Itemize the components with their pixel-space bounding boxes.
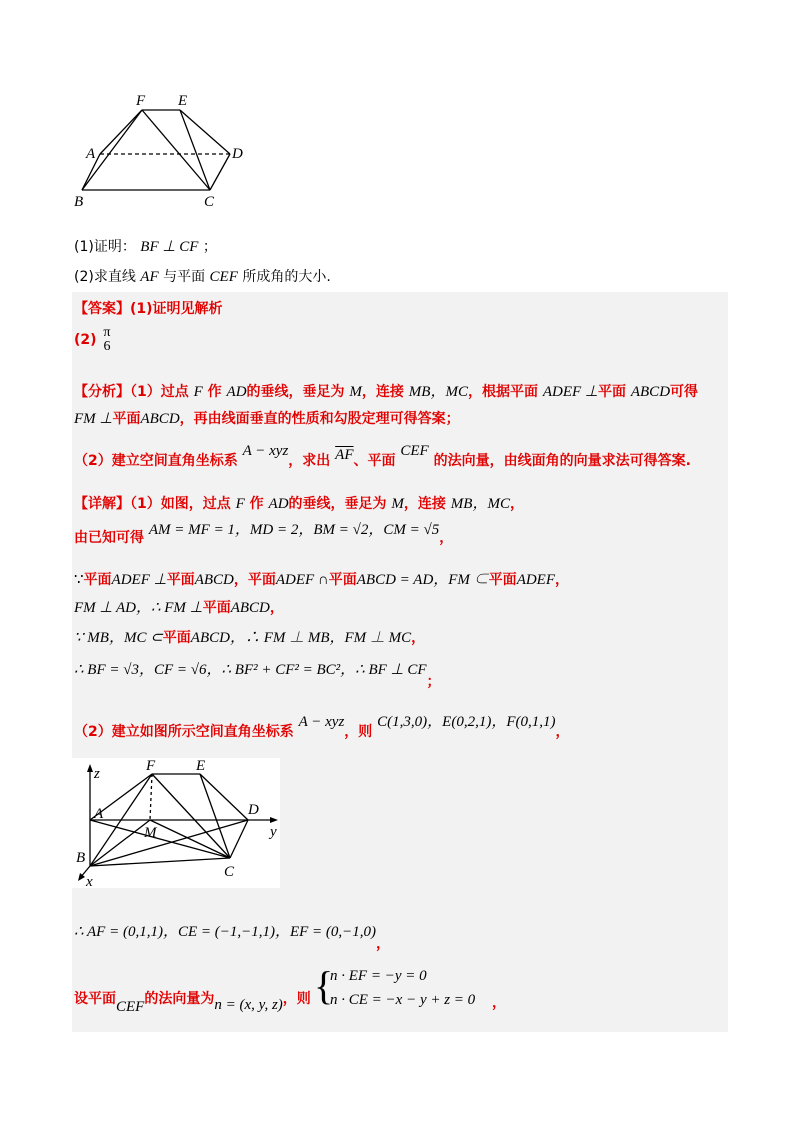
math: ADEF ⊥ bbox=[111, 572, 167, 588]
math: ADEF bbox=[516, 572, 556, 588]
q2-prefix: (2)求直线 bbox=[74, 269, 136, 285]
equation-1: n · EF = −y = 0 bbox=[330, 968, 427, 984]
text: 作 bbox=[249, 496, 264, 512]
axis-z-label: z bbox=[94, 766, 100, 782]
text: 平面 bbox=[488, 572, 517, 588]
text: 的法向量为 bbox=[144, 991, 215, 1007]
text: 可得 bbox=[670, 384, 699, 400]
text: 平面 bbox=[83, 572, 112, 588]
math: C(1,3,0)，E(0,2,1)，F(0,1,1) bbox=[377, 714, 556, 730]
detail-tag: 【详解】 bbox=[74, 496, 130, 512]
text: 平面 bbox=[112, 411, 141, 427]
math: ∵ MB，MC ⊂ bbox=[74, 630, 163, 646]
detail-line-6 bbox=[74, 658, 441, 690]
figure-2-coordinate-system bbox=[72, 758, 280, 888]
vector-equations: ∴ AF = (0,1,1)，CE = (−1,−1,1)，EF = (0,−1,0) bbox=[74, 924, 377, 940]
q2-af: AF bbox=[140, 269, 159, 285]
label-B: B bbox=[74, 194, 84, 210]
text: ， bbox=[555, 724, 570, 740]
equation-2: n · CE = −x − y + z = 0 bbox=[330, 992, 476, 1008]
text: （1）过点 bbox=[130, 384, 189, 400]
text: 平面 bbox=[328, 572, 357, 588]
math: M bbox=[349, 384, 362, 400]
label-A: A bbox=[86, 146, 96, 162]
label-E: E bbox=[178, 93, 188, 109]
math: ABCD bbox=[630, 384, 671, 400]
answer-line-2 bbox=[74, 326, 113, 354]
detail-line-8 bbox=[74, 920, 391, 952]
fraction-denominator: 6 bbox=[103, 339, 111, 354]
answer-part1: (1)证明见解析 bbox=[130, 301, 223, 317]
text: ， bbox=[509, 496, 524, 512]
detail-line-5 bbox=[74, 626, 425, 647]
math: ADEF ∩ bbox=[275, 572, 329, 588]
math: ABCD = AD，FM ⊂ bbox=[356, 572, 489, 588]
label-C: C bbox=[204, 194, 215, 210]
text: 的垂线，垂足为 bbox=[288, 496, 387, 512]
analysis-line-2 bbox=[74, 408, 460, 428]
label-A: A bbox=[94, 806, 104, 822]
q2-suffix: 所成角的大小. bbox=[242, 269, 331, 285]
label-F: F bbox=[146, 758, 156, 774]
vector-AF: $\overline{AF}$ bbox=[335, 447, 354, 463]
text: ，求出 bbox=[288, 453, 331, 469]
math: AD bbox=[268, 496, 289, 512]
answer-part2-label: (2) bbox=[74, 332, 97, 348]
text: （1）如图，过点 bbox=[130, 496, 231, 512]
text: 的垂线，垂足为 bbox=[246, 384, 345, 400]
label-C: C bbox=[224, 864, 235, 880]
fraction-numerator: π bbox=[103, 325, 111, 340]
q1-math: BF ⊥ CF bbox=[140, 239, 199, 255]
answer-fraction bbox=[101, 326, 112, 354]
math: F bbox=[235, 496, 245, 512]
text: 平面 bbox=[202, 600, 231, 616]
text: ， bbox=[555, 572, 570, 588]
math: AM = MF = 1，MD = 2，BM = √2，CM = √5 bbox=[148, 522, 440, 538]
math: A − xyz bbox=[298, 714, 345, 730]
text: 的法向量，由线面角的向量求法可得答案. bbox=[433, 453, 691, 469]
answer-line-1 bbox=[74, 298, 223, 318]
math: CEF bbox=[116, 999, 145, 1015]
left-brace: { bbox=[314, 963, 334, 1008]
detail-line-4 bbox=[74, 596, 284, 617]
analysis-tag: 【分析】 bbox=[74, 384, 130, 400]
text: 设平面 bbox=[74, 991, 116, 1007]
detail-line-1 bbox=[74, 492, 524, 513]
math: ABCD，∴ FM ⊥ MB，FM ⊥ MC bbox=[190, 630, 412, 646]
text: ， bbox=[439, 530, 454, 546]
math: ∴ BF = √3，CF = √6，∴ BF² + CF² = BC²，∴ BF ⊥ CF bbox=[74, 662, 427, 678]
q1-suffix: ； bbox=[202, 239, 217, 255]
text: （2）建立空间直角坐标系 bbox=[74, 453, 238, 469]
math: ADEF ⊥ bbox=[542, 384, 598, 400]
text: ， bbox=[269, 600, 284, 616]
math: CEF bbox=[400, 443, 429, 459]
label-F: F bbox=[136, 93, 146, 109]
math: F bbox=[193, 384, 203, 400]
axis-y-label: y bbox=[270, 824, 277, 840]
label-M: M bbox=[144, 825, 157, 841]
solution-panel bbox=[72, 292, 728, 1032]
text: 平面 bbox=[166, 572, 195, 588]
q2-mid: 与平面 bbox=[163, 269, 206, 285]
text: ，连接 bbox=[361, 384, 404, 400]
math: FM ⊥ bbox=[74, 411, 113, 427]
detail-line-7 bbox=[74, 714, 570, 741]
question-2 bbox=[74, 266, 331, 286]
math: MB，MC bbox=[408, 384, 468, 400]
text: 作 bbox=[207, 384, 222, 400]
math: MB，MC bbox=[450, 496, 510, 512]
axis-x-label: x bbox=[86, 874, 93, 888]
answer-tag: 【答案】 bbox=[74, 301, 130, 317]
text: ； bbox=[426, 674, 441, 690]
math: ABCD bbox=[230, 600, 270, 616]
q2-cef: CEF bbox=[209, 269, 238, 285]
text: 平面 bbox=[597, 384, 626, 400]
math: AD bbox=[226, 384, 247, 400]
label-B: B bbox=[76, 850, 86, 866]
analysis-line-3 bbox=[74, 443, 691, 470]
label-D: D bbox=[248, 802, 259, 818]
text: 、平面 bbox=[353, 453, 396, 469]
math: A − xyz bbox=[242, 443, 289, 459]
because-symbol: ∵ bbox=[74, 572, 84, 588]
q1-prefix: (1)证明： bbox=[74, 239, 136, 255]
math: ABCD bbox=[194, 572, 234, 588]
text: ，则 bbox=[282, 991, 311, 1007]
text: ，则 bbox=[344, 724, 373, 740]
question-1 bbox=[74, 236, 217, 256]
trailing-comma: ， bbox=[492, 995, 506, 1011]
detail-line-2 bbox=[74, 522, 454, 547]
detail-line-3 bbox=[74, 568, 569, 589]
text: （2）建立如图所示空间直角坐标系 bbox=[74, 724, 294, 740]
text: ，连接 bbox=[403, 496, 446, 512]
text: ，再由线面垂直的性质和勾股定理可得答案； bbox=[179, 411, 460, 427]
math: FM ⊥ AD，∴ FM ⊥ bbox=[74, 600, 203, 616]
math: ABCD bbox=[140, 411, 180, 427]
math: M bbox=[391, 496, 404, 512]
text: ， bbox=[411, 630, 426, 646]
text: 平面 bbox=[162, 630, 191, 646]
normal-vector: n = (x, y, z) bbox=[214, 997, 283, 1013]
detail-line-9 bbox=[74, 988, 311, 1015]
text: ， bbox=[376, 936, 391, 952]
label-D: D bbox=[232, 146, 243, 162]
label-E: E bbox=[196, 758, 206, 774]
text: 由已知可得 bbox=[74, 530, 144, 546]
analysis-line-1 bbox=[74, 380, 698, 401]
figure-1-geometry bbox=[70, 92, 260, 210]
text: ，根据平面 bbox=[467, 384, 538, 400]
text: ，平面 bbox=[233, 572, 276, 588]
